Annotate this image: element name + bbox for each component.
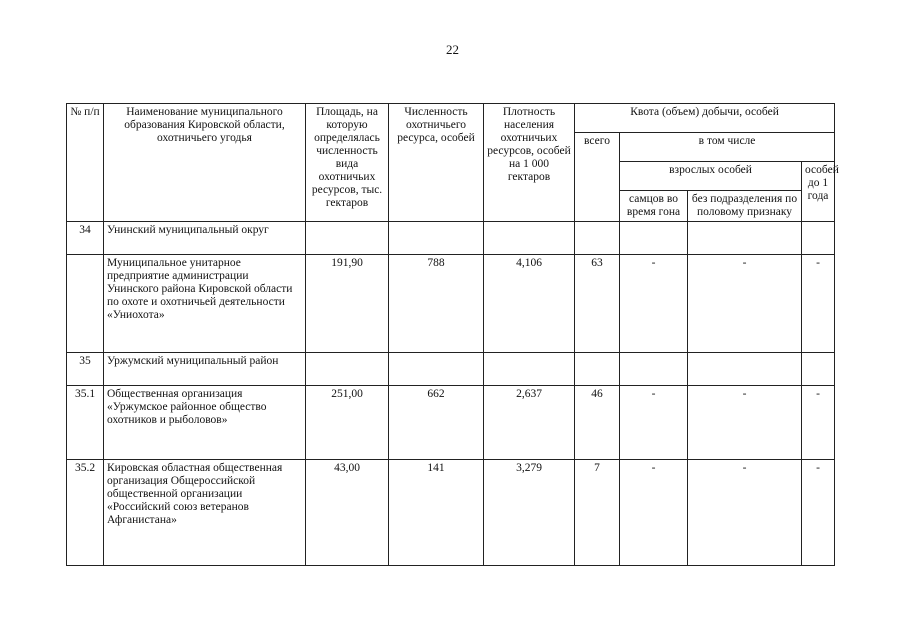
row-name: Уржумский муниципальный район [104,353,306,386]
row-num: 35.1 [67,386,104,460]
row-males-rut: - [620,460,688,566]
page-number: 22 [446,42,459,57]
row-count [389,222,484,255]
row-area [306,222,389,255]
row-area: 43,00 [306,460,389,566]
row-density: 4,106 [484,255,575,353]
table-row-35-2 [67,460,835,566]
header-num: № п/п [67,104,104,222]
row-num: 35.2 [67,460,104,566]
row-no-sex: - [688,255,802,353]
row-name: Кировская областная общественная организация Общероссийской общественной организации «Российский союз ветеранов Афганистана» [104,460,306,566]
header-total: всего [575,133,620,222]
header-including: в том числе [620,133,835,162]
row-under-year: - [802,386,835,460]
table-row-35-1 [67,386,835,460]
row-count: 141 [389,460,484,566]
header-row-1 [67,104,835,133]
row-males-rut: - [620,386,688,460]
header-no-sex: без подразделения по половому признаку [688,191,802,222]
row-no-sex: - [688,460,802,566]
row-num [67,255,104,353]
row-density: 3,279 [484,460,575,566]
table-row-section-34 [67,222,835,255]
header-males-rut: самцов во время гона [620,191,688,222]
row-count: 662 [389,386,484,460]
row-males-rut [620,222,688,255]
row-name: Унинский муниципальный округ [104,222,306,255]
row-total [575,353,620,386]
header-count: Численность охотничьего ресурса, особей [389,104,484,222]
row-no-sex [688,353,802,386]
row-under-year [802,222,835,255]
header-quota: Квота (объем) добычи, особей [575,104,835,133]
row-area: 251,00 [306,386,389,460]
row-area: 191,90 [306,255,389,353]
row-count [389,353,484,386]
row-name: Общественная организация «Уржумское районное общество охотников и рыболовов» [104,386,306,460]
row-no-sex: - [688,386,802,460]
row-area [306,353,389,386]
row-count: 788 [389,255,484,353]
row-under-year: - [802,460,835,566]
quota-table [66,103,839,566]
row-males-rut: - [620,255,688,353]
header-density: Плотность населения охотничьих ресурсов, особей на 1 000 гектаров [484,104,575,222]
header-area: Площадь, на которую определялась численность вида охотничьих ресурсов, тыс. гектаров [306,104,389,222]
row-males-rut [620,353,688,386]
row-density [484,222,575,255]
header-under-year: особей до 1 года [802,162,835,222]
row-name: Муниципальное унитарное предприятие администрации Унинского района Кировской области по охоте и охотничьей деятельности «Униохота» [104,255,306,353]
row-density: 2,637 [484,386,575,460]
row-num: 35 [67,353,104,386]
row-total: 63 [575,255,620,353]
row-under-year [802,353,835,386]
row-total: 7 [575,460,620,566]
table-row-section-35 [67,353,835,386]
row-under-year: - [802,255,835,353]
row-total [575,222,620,255]
header-adults: взрослых особей [620,162,802,191]
row-density [484,353,575,386]
header-name: Наименование муниципального образования Кировской области, охотничьего угодья [104,104,306,222]
row-no-sex [688,222,802,255]
row-total: 46 [575,386,620,460]
table-row-uniohota [67,255,835,353]
row-num: 34 [67,222,104,255]
